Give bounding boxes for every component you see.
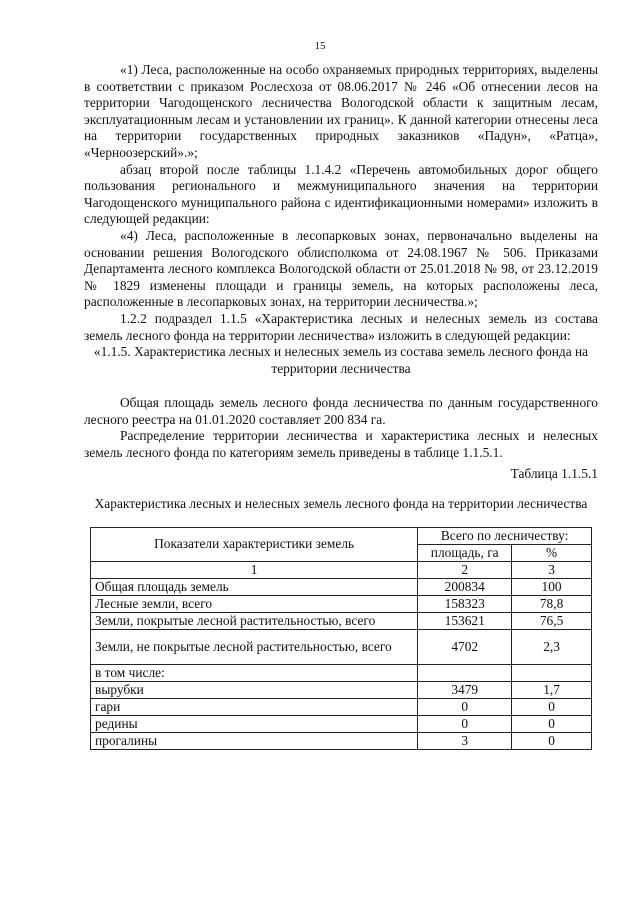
table-header-row bbox=[91, 527, 592, 544]
column-number: 2 bbox=[418, 561, 512, 578]
row-percent bbox=[512, 664, 592, 681]
table-number-row bbox=[91, 561, 592, 578]
row-area: 4702 bbox=[418, 629, 512, 664]
row-label: вырубки bbox=[91, 681, 418, 698]
row-label: Земли, покрытые лесной растительностью, всего bbox=[91, 612, 418, 629]
row-label: Земли, не покрытые лесной растительностью, всего bbox=[91, 629, 418, 664]
row-area: 200834 bbox=[418, 578, 512, 595]
row-area: 3 bbox=[418, 732, 512, 749]
paragraph: абзац второй после таблицы 1.1.4.2 «Перечень автомобильных дорог общего пользования регионального и межмуниципального значения на территории Чагодощенского муниципального района с идентификационными номерами» изложить в следующей редакции: bbox=[84, 161, 598, 227]
table-label: Таблица 1.1.5.1 bbox=[510, 465, 598, 481]
row-area: 3479 bbox=[418, 681, 512, 698]
page-number: 15 bbox=[314, 40, 326, 52]
table-row bbox=[91, 732, 592, 749]
table-row bbox=[91, 578, 592, 595]
paragraph: «4) Леса, расположенные в лесопарковых зонах, первоначально выделены на основании решения Вологодского облисполкома от 24.08.1967 № 506. Приказами Департамента лесного комплекса Вологодской области от 25.01.2018 № 98, от 23.12.2019 № 1829 изменены площади и границы земель, на которых расположены леса, расположенные в лесопарковых зонах, на территории лесничества.»; bbox=[84, 227, 598, 310]
row-percent: 0 bbox=[512, 732, 592, 749]
row-percent: 0 bbox=[512, 698, 592, 715]
table-row bbox=[91, 595, 592, 612]
row-percent: 1,7 bbox=[512, 681, 592, 698]
table-title: Характеристика лесных и нелесных земель лесного фонда на территории лесничества bbox=[94, 496, 588, 512]
paragraph: «1) Леса, расположенные на особо охраняемых природных территориях, выделены в соответствии с приказом Рослесхоза от 08.06.2017 № 246 «Об отнесении лесов на территории Чагодощенского лесничества Вологодской области к защитным лесам, эксплуатационным лесам и установлении их границ». К данной категории отнесены леса на территории государственных природных заказников «Падун», «Ратца», «Черноозерский».»; bbox=[84, 62, 598, 160]
row-percent: 0 bbox=[512, 715, 592, 732]
table-row bbox=[91, 715, 592, 732]
row-label: редины bbox=[91, 715, 418, 732]
row-percent: 2,3 bbox=[512, 629, 592, 664]
row-label: Общая площадь земель bbox=[91, 578, 418, 595]
table-row bbox=[91, 664, 592, 681]
document-body bbox=[84, 62, 598, 750]
paragraph: 1.2.2 подраздел 1.1.5 «Характеристика лесных и нелесных земель из состава земель лесного фонда на территории лесничества» изложить в следующей редакции: bbox=[84, 310, 598, 343]
column-number: 3 bbox=[512, 561, 592, 578]
table-row bbox=[91, 698, 592, 715]
row-label: гари bbox=[91, 698, 418, 715]
land-characteristics-table bbox=[90, 527, 592, 750]
table-row bbox=[91, 629, 592, 664]
row-label: Лесные земли, всего bbox=[91, 595, 418, 612]
row-area: 158323 bbox=[418, 595, 512, 612]
table-row bbox=[91, 681, 592, 698]
column-number: 1 bbox=[91, 561, 418, 578]
row-label: в том числе: bbox=[91, 664, 418, 681]
paragraph: Распределение территории лесничества и характеристика лесных и нелесных земель лесного фонда по категориям земель приведены в таблице 1.1.5.1. bbox=[84, 428, 598, 461]
row-percent: 100 bbox=[512, 578, 592, 595]
header-total: Всего по лесничеству: bbox=[418, 527, 592, 544]
header-indicator: Показатели характеристики земель bbox=[91, 527, 418, 561]
row-percent: 78,8 bbox=[512, 595, 592, 612]
section-heading: «1.1.5. Характеристика лесных и нелесных земель из состава земель лесного фонда на территории лесничества bbox=[93, 344, 589, 376]
row-area: 153621 bbox=[418, 612, 512, 629]
table-row bbox=[91, 612, 592, 629]
header-area: площадь, га bbox=[418, 544, 512, 561]
row-label: прогалины bbox=[91, 732, 418, 749]
row-area bbox=[418, 664, 512, 681]
header-percent: % bbox=[512, 544, 592, 561]
row-area: 0 bbox=[418, 698, 512, 715]
row-area: 0 bbox=[418, 715, 512, 732]
paragraph: Общая площадь земель лесного фонда лесничества по данным государственного лесного реестра на 01.01.2020 составляет 200 834 га. bbox=[84, 395, 598, 427]
row-percent: 76,5 bbox=[512, 612, 592, 629]
